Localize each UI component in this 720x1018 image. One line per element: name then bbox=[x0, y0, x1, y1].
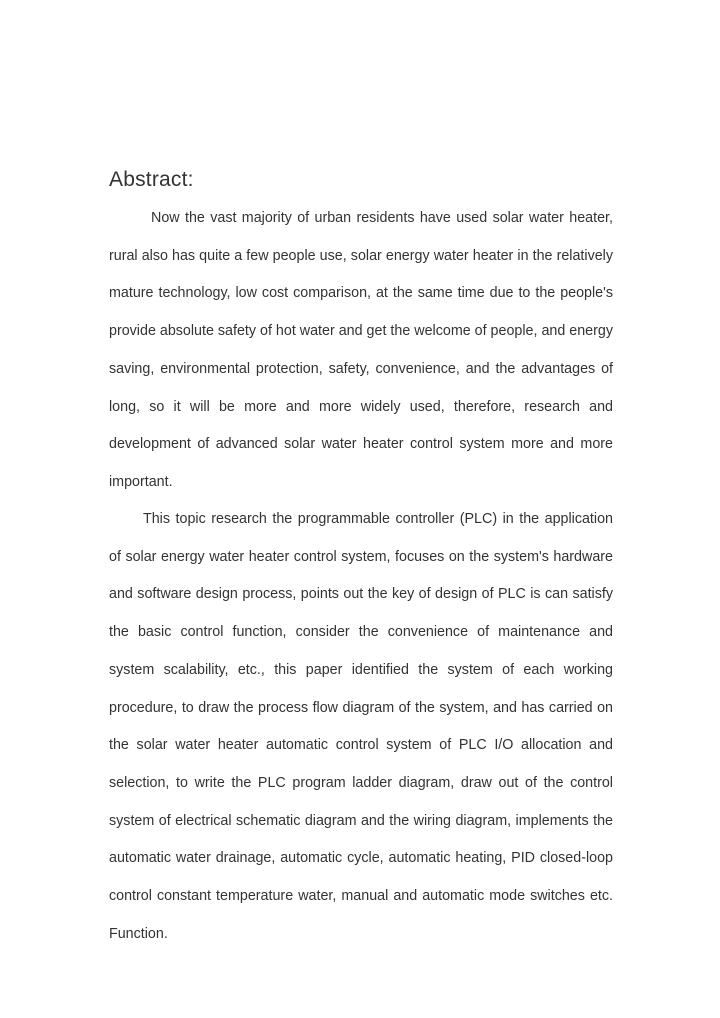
abstract-paragraph-2: This topic research the programmable controller (PLC) in the application of solar energy water heater control system, focuses on the system's hardware and software design process, points out the key of design of PLC is can satisfy the basic control function, consider the convenience of maintenance and system scalability, etc., this paper identified the system of each working procedure, to draw the process flow diagram of the system, and has carried on the solar water heater automatic control system of PLC I/O allocation and selection, to write the PLC program ladder diagram, draw out of the control system of electrical schematic diagram and the wiring diagram, implements the automatic water drainage, automatic cycle, automatic heating, PID closed-loop control constant temperature water, manual and automatic mode switches etc. Function. bbox=[109, 511, 613, 942]
abstract-heading: Abstract: bbox=[109, 168, 194, 191]
abstract-paragraph-1: Now the vast majority of urban residents have used solar water heater, rural also has quite a few people use, solar energy water heater in the relatively mature technology, low cost comparison, at the same time due to the people's provide absolute safety of hot water and get the welcome of people, and energy saving, environmental protection, safety, convenience, and the advantages of long, so it will be more and more widely used, therefore, research and development of advanced solar water heater control system more and more important. bbox=[109, 210, 613, 490]
